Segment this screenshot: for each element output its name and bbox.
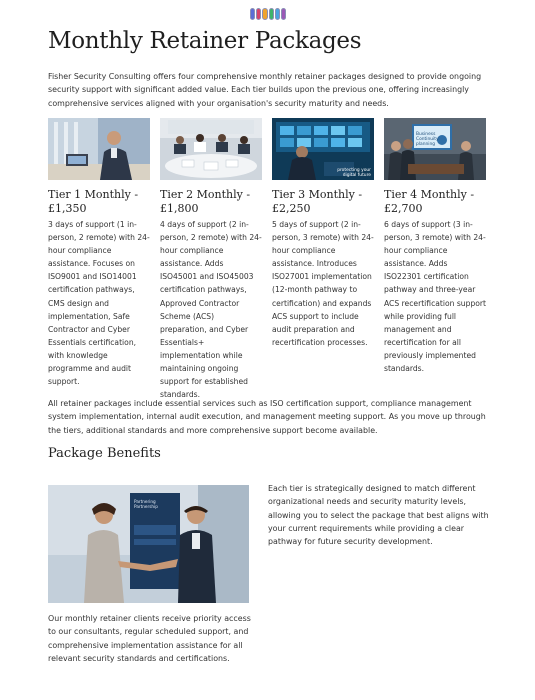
page-title: Monthly Retainer Packages [48, 28, 362, 54]
tier-1-title: Tier 1 Monthly - £1,350 [48, 188, 139, 215]
intro-paragraph: Fisher Security Consulting offers four comprehensive monthly retainer packages designed to provide ongoing security support with significant added value. Each tier builds upon the previous one, offering increasingly comprehensive services aligned with your organisation's security maturity and needs. [48, 72, 482, 108]
summary-paragraph: All retainer packages include essential services such as ISO certification support, compliance management system implementation, internal audit execution, and management meeting support. As you move up through the tiers, additional standards and more comprehensive support become available. [48, 399, 486, 435]
company-logo [250, 8, 286, 20]
tier-2-title: Tier 2 Monthly - £1,800 [160, 188, 251, 215]
handshake-banner-text: Partnering Partnership [134, 499, 158, 509]
logo-segment [256, 8, 261, 20]
logo-segment [269, 8, 274, 20]
laptop-worker-illustration [48, 118, 150, 180]
tier-2-card [160, 118, 262, 401]
tier-3-image-caption: protecting your digital future [337, 168, 371, 178]
logo-segment [275, 8, 280, 20]
tier-4-image [384, 118, 486, 180]
tier-1-card [48, 118, 150, 388]
tier-1-description: 3 days of support (1 in-person, 2 remote) with 24-hour compliance assistance. Focuses on ISO9001 and ISO14001 certification pathways, CMS design and implementation, Safe Contractor and Cyber Essentials certification, with knowledge programme and audit support. [48, 220, 150, 387]
tier-2-image [160, 118, 262, 180]
tier-4-card [384, 118, 486, 375]
benefits-bottom-paragraph: Our monthly retainer clients receive priority access to our consultants, regular scheduled support, and comprehensive implementation assistance for all relevant security standards and certifications. [48, 614, 251, 663]
logo-segment [262, 8, 267, 20]
benefits-side-paragraph: Each tier is strategically designed to match different organizational needs and security maturity levels, allowing you to select the package that best aligns with your current requirements while providing a clear pathway for future security development. [268, 484, 489, 547]
tier-3-card [272, 118, 374, 349]
tier-3-title: Tier 3 Monthly - £2,250 [272, 188, 363, 215]
logo-segment [250, 8, 255, 20]
tier-4-title: Tier 4 Monthly - £2,700 [384, 188, 475, 215]
tier-3-description: 5 days of support (2 in-person, 3 remote) with 24-hour compliance assistance. Introduces ISO27001 implementation (12-month pathway to certification) and expands ACS support to include audit preparation and recertification processes. [272, 220, 374, 347]
tier-4-image-caption: Business Continuity planning [416, 132, 439, 147]
meeting-room-illustration [160, 118, 262, 180]
tier-2-description: 4 days of support (2 in-person, 2 remote) with 24-hour compliance assistance. Adds ISO45001 and ISO45003 certification pathways, Approved Contractor Scheme (ACS) preparation, and Cyber Essentials+ implementation while maintaining ongoing support for established standards. [160, 220, 262, 400]
tier-4-description: 6 days of support (3 in-person, 3 remote) with 24-hour compliance assistance. Adds ISO22301 certification pathway and three-year ACS recertification support while providing full management and recertification for all previously implemented standards. [384, 220, 487, 374]
benefits-heading: Package Benefits [48, 446, 161, 461]
logo-segment [281, 8, 286, 20]
tier-3-image [272, 118, 374, 180]
handshake-image [48, 485, 249, 603]
tier-1-image [48, 118, 150, 180]
